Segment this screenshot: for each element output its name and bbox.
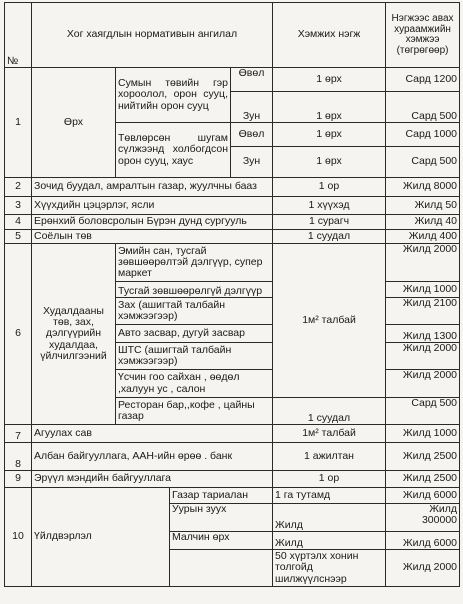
header-rate: Нэгжээс авах хураамжийн хэмжээ (төгрөгөөр) (386, 3, 460, 68)
rate-cell: Сард 500 (386, 147, 460, 178)
rate-cell: Жилд 400 (386, 230, 460, 244)
unit-cell: Жилд (273, 532, 386, 550)
rate-line: 300000 (421, 514, 458, 527)
season-label: Зун (231, 92, 273, 123)
row-sublabel (170, 550, 273, 587)
table-row (5, 443, 460, 471)
unit-cell: 1 суудал (273, 398, 386, 425)
unit-cell: 1 өрх (273, 147, 386, 178)
row-num: 7 (5, 425, 32, 443)
rate-cell: Сард 1000 (386, 123, 460, 147)
row-sublabel: Сумын төвийн гэр хороолол, орон сууц, нийтийн орон сууц (116, 68, 231, 123)
rate-cell: Жилд 6000 (386, 488, 460, 504)
row-num: 1 (5, 68, 32, 178)
rate-cell: Жилд 2000 (386, 370, 460, 398)
row-sublabel: Уурын зуух (170, 504, 273, 532)
rate-cell: Жилд 1300 (386, 325, 460, 343)
unit-cell: 1 өрх (273, 68, 386, 92)
row-label: Соёлын төв (32, 230, 273, 244)
unit-cell: 1 ажилтан (273, 443, 386, 471)
row-num: 2 (5, 178, 32, 197)
header-unit: Хэмжих нэгж (273, 3, 386, 68)
table-header-row (5, 3, 460, 68)
row-sublabel: Ресторан бар,,кофе , цайны газар (116, 398, 273, 425)
rate-cell: Сард 500 (386, 398, 460, 425)
season-label: Зун (231, 147, 273, 178)
unit-cell: 1 хүүхэд (273, 197, 386, 215)
rate-cell: Жилд 2000 (386, 244, 460, 282)
table-row (5, 178, 460, 197)
row-num: 3 (5, 197, 32, 215)
row-num: 10 (5, 488, 32, 587)
table-row (5, 244, 460, 282)
row-num: 4 (5, 215, 32, 230)
unit-cell: 1 өрх (273, 123, 386, 147)
table-row (5, 488, 460, 504)
rate-cell: Сард 1200 (386, 68, 460, 92)
row-sublabel: Төвлөрсөн шугам сүлжээнд холбогдсон орон сууц, хаус (116, 123, 231, 178)
rate-cell: Жилд 1000 (386, 282, 460, 298)
table-row (5, 215, 460, 230)
rate-cell: Жилд 2000 (386, 343, 460, 370)
row-group-label: Худалдааны төв, зах, дэлгүүрийн худалдаа, үйлчилгээний (32, 244, 116, 425)
rate-cell: Жилд 1000 (386, 425, 460, 443)
unit-cell: 1 суудал (273, 230, 386, 244)
rate-cell: Жилд 2100 (386, 298, 460, 325)
unit-cell: 1 ор (273, 178, 386, 197)
header-category: Хог хаягдлын нормативын ангилал (32, 3, 273, 68)
row-label: Агуулах сав (32, 425, 273, 443)
unit-cell: 1 ор (273, 471, 386, 488)
rate-cell: Сард 500 (386, 92, 460, 123)
season-label: Өвөл (231, 123, 273, 147)
rate-cell: Жилд 2000 (386, 550, 460, 587)
rate-cell: Жилд 50 (386, 197, 460, 215)
unit-cell: Жилд (273, 504, 386, 532)
row-sublabel: Үсчин гоо сайхан , өөдөл ,халуун ус , салон (116, 370, 273, 398)
unit-cell: 1 га тутамд (273, 488, 386, 504)
row-num: 5 (5, 230, 32, 244)
table-row (5, 230, 460, 244)
row-num: 9 (5, 471, 32, 488)
rate-cell: Жилд 2500 (386, 471, 460, 488)
table-row (5, 68, 460, 92)
row-sublabel: Малчин өрх (170, 532, 273, 550)
row-sublabel: Газар тариалан (170, 488, 273, 504)
waste-fee-table (4, 2, 460, 587)
row-label: Албан байгууллага, ААН-ийн өрөө . банк (32, 443, 273, 471)
rate-cell: Жилд 8000 (386, 178, 460, 197)
row-sublabel: Зах (ашигтай талбайн хэмжээгээр) (116, 298, 273, 325)
row-num: 8 (5, 443, 32, 471)
row-group-label: Өрх (32, 68, 116, 178)
table-row (5, 425, 460, 443)
rate-cell: Жилд 6000 (386, 532, 460, 550)
table-row (5, 197, 460, 215)
header-num: № (5, 3, 32, 68)
row-label: Зочид буудал, амралтын газар, жуулчны бааз (32, 178, 273, 197)
row-sublabel: ШТС (ашигтай талбайн хэмжээгээр) (116, 343, 273, 370)
rate-line: Жилд (429, 503, 458, 515)
rate-cell: Жилд 40 (386, 215, 460, 230)
unit-cell: 1 өрх (273, 92, 386, 123)
unit-cell: 1м² талбай (273, 425, 386, 443)
unit-cell: 1 сурагч (273, 215, 386, 230)
rate-cell: Жилд 2500 (386, 443, 460, 471)
row-group-label: Үйлдвэрлэл (32, 488, 170, 587)
row-label: Ерөнхий боловсролын Бүрэн дунд сургууль (32, 215, 273, 230)
unit-cell: 1м² талбай (273, 244, 386, 398)
table-row (5, 471, 460, 488)
row-num: 6 (5, 244, 32, 425)
row-sublabel: Авто засвар, дугуй засвар (116, 325, 273, 343)
row-sublabel: Эмийн сан, тусгай зөвшөөрөлтэй дэлгүүр, супер маркет (116, 244, 273, 282)
rate-cell (386, 504, 460, 532)
row-label: Хүүхдийн цэцэрлэг, ясли (32, 197, 273, 215)
unit-cell: 50 хүртэлх хонин толгойд шилжүүлснээр (273, 550, 386, 587)
row-sublabel: Тусгай зөвшөөрөлгүй дэлгүүр (116, 282, 273, 298)
row-label: Эрүүл мэндийн байгууллага (32, 471, 273, 488)
season-label: Өвөл (231, 68, 273, 92)
